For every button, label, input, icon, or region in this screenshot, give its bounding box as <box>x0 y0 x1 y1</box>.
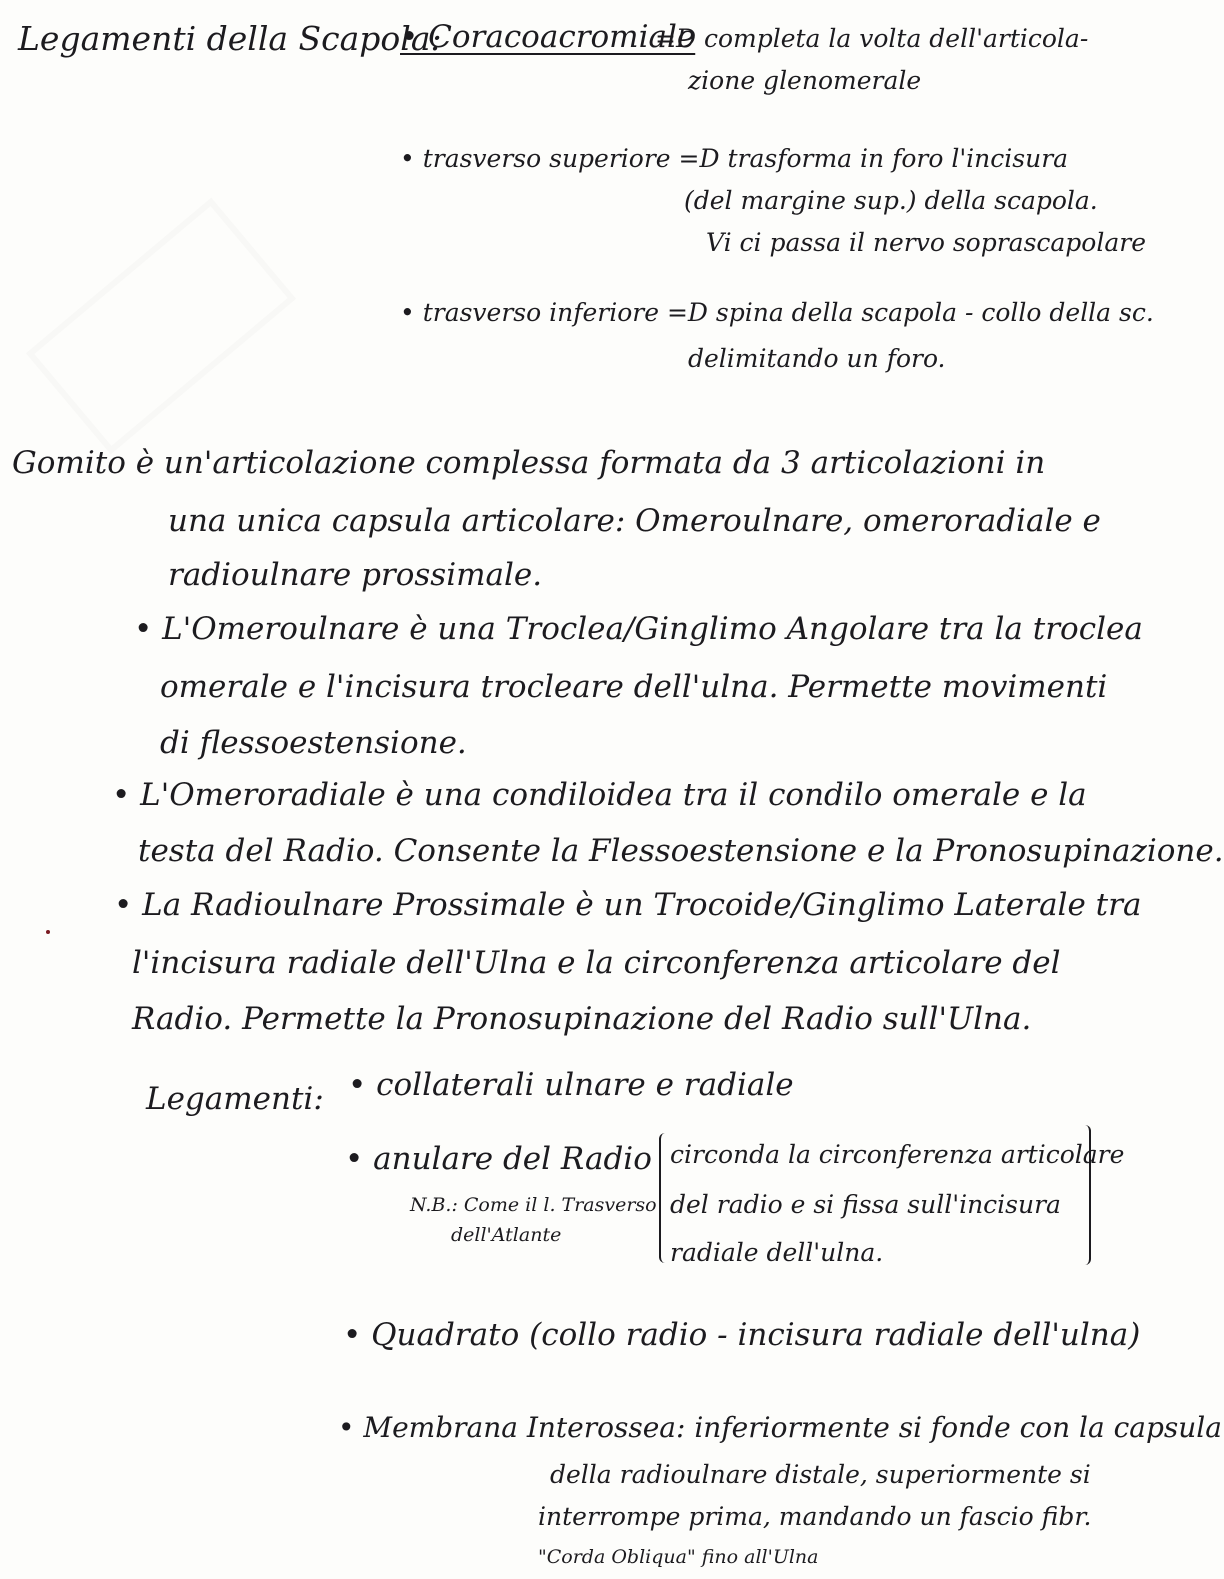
anulare-line: • anulare del Radio <box>345 1141 652 1177</box>
membrana-line-4: "Corda Obliqua" fino all'Ulna <box>538 1546 819 1568</box>
gomito-line-2: una unica capsula articolare: Omeroulnare, omeroradiale e <box>168 503 1101 539</box>
omeroulnare-line-3: di flessoestensione. <box>160 725 467 761</box>
membrana-line-3: interrompe prima, mandando un fascio fibr. <box>538 1502 1092 1531</box>
omeroradiale-line-1: • L'Omeroradiale è una condiloidea tra il condilo omerale e la <box>112 777 1087 813</box>
coracoacromiale-term: • Coracoacromiale <box>400 19 696 55</box>
coracoacromiale-desc-2: zione glenomerale <box>688 66 922 95</box>
nb-line-1: N.B.: Come il l. Trasverso <box>410 1194 657 1216</box>
trasverso-superiore-line-2: (del margine sup.) della scapola. <box>684 186 1098 215</box>
trasverso-inferiore-line: • trasverso inferiore =D spina della scapola - collo della sc. <box>400 298 1154 327</box>
anulare-desc-1: circonda la circonferenza articolare <box>670 1140 1125 1169</box>
omeroradiale-line-2: testa del Radio. Consente la Flessoestensione e la Pronosupinazione. <box>138 833 1224 869</box>
gomito-line-3: radioulnare prossimale. <box>168 557 543 593</box>
quadrato-line: • Quadrato (collo radio - incisura radiale dell'ulna) <box>343 1317 1141 1353</box>
anulare-desc-3: radiale dell'ulna. <box>670 1238 884 1267</box>
trasverso-inferiore-line-2: delimitando un foro. <box>688 344 946 373</box>
omeroulnare-line-1: • L'Omeroulnare è una Troclea/Ginglimo Angolare tra la troclea <box>134 611 1143 647</box>
omeroulnare-line-2: omerale e l'incisura trocleare dell'ulna. Permette movimenti <box>160 669 1108 705</box>
coracoacromiale-desc-1: =D completa la volta dell'articola- <box>655 24 1089 53</box>
membrana-line-2: della radioulnare distale, superiormente si <box>550 1460 1091 1489</box>
membrana-line-1: • Membrana Interossea: inferiormente si fonde con la capsula <box>338 1411 1222 1444</box>
collaterali-line: • collaterali ulnare e radiale <box>348 1067 794 1103</box>
trasverso-superiore-line: • trasverso superiore =D trasforma in foro l'incisura <box>400 144 1069 173</box>
faint-watermark <box>26 198 296 455</box>
anulare-desc-2: del radio e si fissa sull'incisura <box>670 1190 1061 1219</box>
scapola-heading: Legamenti della Scapola: <box>18 19 442 58</box>
legamenti-label: Legamenti: <box>146 1081 324 1117</box>
trasverso-superiore-line-3: Vi ci passa il nervo soprascapolare <box>706 228 1147 257</box>
gomito-line-1: Gomito è un'articolazione complessa formata da 3 articolazioni in <box>12 445 1046 481</box>
ink-dot <box>46 930 50 934</box>
radioulnare-line-3: Radio. Permette la Pronosupinazione del Radio sull'Ulna. <box>132 1001 1032 1037</box>
nb-line-2: dell'Atlante <box>451 1224 562 1246</box>
left-bracket <box>659 1133 669 1263</box>
radioulnare-line-2: l'incisura radiale dell'Ulna e la circonferenza articolare del <box>132 945 1061 981</box>
radioulnare-line-1: • La Radioulnare Prossimale è un Trocoide/Ginglimo Laterale tra <box>114 887 1142 923</box>
